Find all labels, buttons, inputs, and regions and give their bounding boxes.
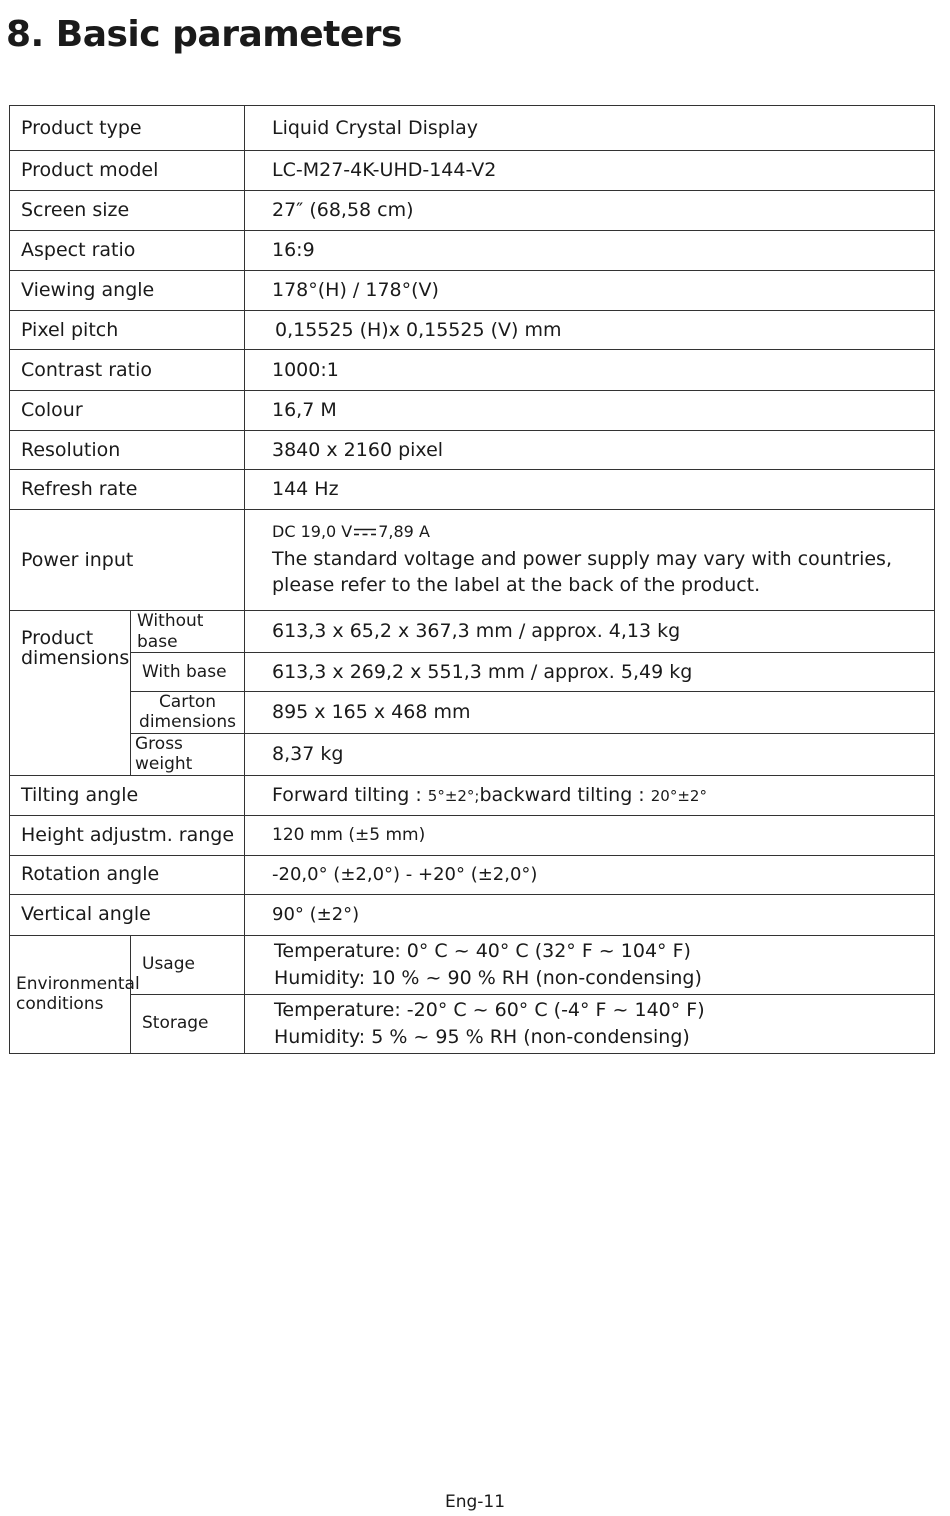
row-vertical-angle xyxy=(10,894,935,935)
backward-tilting-label: backward tilting : xyxy=(479,783,645,806)
storage-label: Storage xyxy=(131,994,245,1053)
aspect-ratio-value: 16:9 xyxy=(245,231,935,271)
row-tilting-angle xyxy=(10,775,935,815)
rotation-angle-label: Rotation angle xyxy=(10,855,245,894)
storage-temperature: Temperature: -20° C ~ 60° C (-4° F ~ 140° F) xyxy=(274,998,705,1021)
refresh-rate-label: Refresh rate xyxy=(10,470,245,510)
pixel-pitch-label: Pixel pitch xyxy=(10,311,245,350)
vertical-angle-value: 90° (±2°) xyxy=(245,894,935,935)
dc-symbol-icon xyxy=(354,528,376,536)
with-base-label: With base xyxy=(131,653,245,692)
dc-rating xyxy=(272,522,934,541)
colour-value: 16,7 M xyxy=(245,391,935,431)
product-dimensions-label: Product dimensions xyxy=(10,611,131,776)
screen-size-value: 27″ (68,58 cm) xyxy=(245,191,935,231)
usage-temperature: Temperature: 0° C ~ 40° C (32° F ~ 104° F) xyxy=(274,939,691,962)
refresh-rate-value: 144 Hz xyxy=(245,470,935,510)
usage-label: Usage xyxy=(131,935,245,994)
product-model-label: Product model xyxy=(10,151,245,191)
resolution-label: Resolution xyxy=(10,431,245,470)
row-product-model xyxy=(10,151,935,191)
gross-weight-value: 8,37 kg xyxy=(245,733,935,775)
row-height-adjustment xyxy=(10,815,935,855)
screen-size-label: Screen size xyxy=(10,191,245,231)
tilting-angle-label: Tilting angle xyxy=(10,775,245,815)
power-note: The standard voltage and power supply may vary with countries, please refer to the label at the back of the product. xyxy=(272,547,892,596)
height-adjustment-label: Height adjustm. range xyxy=(10,815,245,855)
contrast-ratio-value: 1000:1 xyxy=(245,350,935,391)
row-without-base xyxy=(10,611,935,653)
power-input-label: Power input xyxy=(10,510,245,611)
row-refresh-rate xyxy=(10,470,935,510)
forward-tilting-label: Forward tilting : xyxy=(272,783,422,806)
gross-weight-label: Gross weight xyxy=(131,733,245,775)
row-viewing-angle xyxy=(10,271,935,311)
row-screen-size xyxy=(10,191,935,231)
tilting-angle-value xyxy=(245,775,935,815)
height-adjustment-value: 120 mm (±5 mm) xyxy=(245,815,935,855)
carton-dimensions-value: 895 x 165 x 468 mm xyxy=(245,692,935,734)
vertical-angle-label: Vertical angle xyxy=(10,894,245,935)
row-pixel-pitch xyxy=(10,311,935,350)
storage-value xyxy=(245,994,935,1053)
resolution-value: 3840 x 2160 pixel xyxy=(245,431,935,470)
contrast-ratio-label: Contrast ratio xyxy=(10,350,245,391)
forward-tilting-value: 5°±2°; xyxy=(427,786,480,805)
row-gross-weight xyxy=(10,733,935,775)
row-resolution xyxy=(10,431,935,470)
page-title: 8. Basic parameters xyxy=(6,14,402,55)
dc-current: 7,89 A xyxy=(378,521,430,541)
row-product-type xyxy=(10,106,935,151)
viewing-angle-value: 178°(H) / 178°(V) xyxy=(245,271,935,311)
usage-value xyxy=(245,935,935,994)
row-carton-dimensions xyxy=(10,692,935,734)
dc-voltage: DC 19,0 V xyxy=(272,521,353,541)
row-aspect-ratio xyxy=(10,231,935,271)
without-base-value: 613,3 x 65,2 x 367,3 mm / approx. 4,13 kg xyxy=(245,611,935,653)
storage-humidity: Humidity: 5 % ~ 95 % RH (non-condensing) xyxy=(274,1025,690,1048)
without-base-label: Without base xyxy=(131,611,245,653)
product-model-value: LC-M27-4K-UHD-144-V2 xyxy=(245,151,935,191)
pixel-pitch-value: 0,15525 (H)x 0,15525 (V) mm xyxy=(245,311,935,350)
product-type-label: Product type xyxy=(10,106,245,151)
backward-tilting-value: 20°±2° xyxy=(650,786,707,805)
power-input-value xyxy=(245,510,935,611)
environmental-conditions-label: Environmental conditions xyxy=(10,935,131,1053)
viewing-angle-label: Viewing angle xyxy=(10,271,245,311)
row-env-storage xyxy=(10,994,935,1053)
specifications-table xyxy=(9,105,935,1054)
row-env-usage xyxy=(10,935,935,994)
row-colour xyxy=(10,391,935,431)
with-base-value: 613,3 x 269,2 x 551,3 mm / approx. 5,49 kg xyxy=(245,653,935,692)
row-power-input xyxy=(10,510,935,611)
rotation-angle-value: -20,0° (±2,0°) - +20° (±2,0°) xyxy=(245,855,935,894)
aspect-ratio-label: Aspect ratio xyxy=(10,231,245,271)
row-rotation-angle xyxy=(10,855,935,894)
product-type-value: Liquid Crystal Display xyxy=(245,106,935,151)
colour-label: Colour xyxy=(10,391,245,431)
carton-dimensions-label: Carton dimensions xyxy=(131,692,245,734)
usage-humidity: Humidity: 10 % ~ 90 % RH (non-condensing) xyxy=(274,966,702,989)
row-contrast-ratio xyxy=(10,350,935,391)
page-number: Eng-11 xyxy=(444,1492,506,1512)
row-with-base xyxy=(10,653,935,692)
